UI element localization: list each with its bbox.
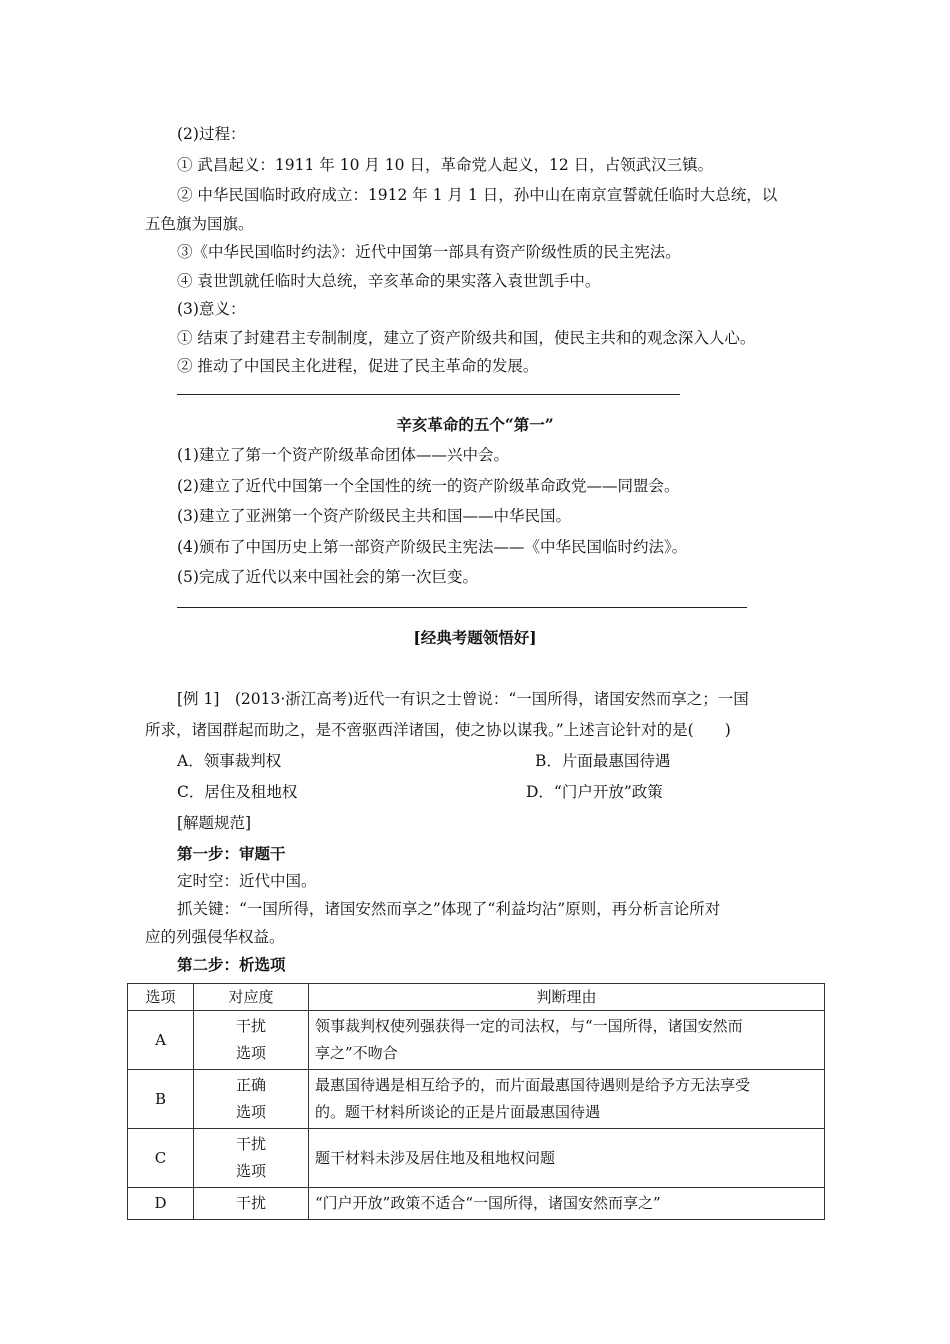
table-header-row bbox=[128, 984, 825, 1011]
five-firsts-item-4: (4)颁布了中国历史上第一部资产阶级民主宪法——《中华民国临时约法》。 bbox=[177, 538, 688, 556]
significance-item-1: ① 结束了封建君主专制制度，建立了资产阶级共和国，使民主共和的观念深入人心。 bbox=[177, 329, 756, 347]
table-row bbox=[128, 1129, 825, 1188]
process-item-1: ① 武昌起义：1911 年 10 月 10 日，革命党人起义，12 日，占领武汉三镇。 bbox=[177, 156, 714, 174]
step-1-key-line-2: 应的列强侵华权益。 bbox=[145, 928, 285, 946]
section-title: [经典考题领悟好] bbox=[413, 628, 537, 647]
row-reason: 最惠国待遇是相互给予的，而片面最惠国待遇则是给予方无法享受 的。题干材料所谈论的正是片面最惠国待遇 bbox=[309, 1070, 825, 1129]
solution-heading: [解题规范] bbox=[177, 814, 252, 832]
row-degree: 干扰 选项 bbox=[194, 1011, 309, 1070]
five-firsts-title: 辛亥革命的五个“第一” bbox=[396, 415, 554, 434]
divider-top bbox=[177, 394, 680, 395]
process-item-2-line-1: ② 中华民国临时政府成立：1912 年 1 月 1 日，孙中山在南京宣誓就任临时大总统，以 bbox=[177, 186, 778, 204]
five-firsts-item-1: (1)建立了第一个资产阶级革命团体——兴中会。 bbox=[177, 446, 509, 464]
step-1-time: 定时空：近代中国。 bbox=[177, 872, 317, 890]
row-option: D bbox=[128, 1188, 194, 1220]
significance-item-2: ② 推动了中国民主化进程，促进了民主革命的发展。 bbox=[177, 357, 539, 375]
table-row bbox=[128, 1011, 825, 1070]
row-reason: 题干材料未涉及居住地及租地权问题 bbox=[309, 1129, 825, 1188]
example-line-1: [例 1] (2013·浙江高考)近代一有识之士曾说：“一国所得，诸国安然而享之；一国 bbox=[177, 690, 749, 708]
step-1-title: 第一步：审题干 bbox=[177, 844, 286, 863]
header-option: 选项 bbox=[128, 984, 194, 1011]
process-item-4: ④ 袁世凯就任临时大总统，辛亥革命的果实落入袁世凯手中。 bbox=[177, 272, 601, 290]
example-line-2: 所求，诸国群起而助之，是不啻驱西洋诸国，使之协以谋我。”上述言论针对的是( ) bbox=[145, 721, 731, 739]
header-degree: 对应度 bbox=[194, 984, 309, 1011]
significance-heading: (3)意义： bbox=[177, 300, 246, 318]
table-row bbox=[128, 1070, 825, 1129]
analysis-table bbox=[127, 983, 825, 1220]
five-firsts-item-5: (5)完成了近代以来中国社会的第一次巨变。 bbox=[177, 568, 478, 586]
five-firsts-item-3: (3)建立了亚洲第一个资产阶级民主共和国——中华民国。 bbox=[177, 507, 571, 525]
divider-bottom bbox=[177, 607, 747, 608]
table-row bbox=[128, 1188, 825, 1220]
row-degree: 正确 选项 bbox=[194, 1070, 309, 1129]
option-d: D．“门户开放”政策 bbox=[526, 783, 663, 801]
header-reason: 判断理由 bbox=[309, 984, 825, 1011]
step-2-title: 第二步：析选项 bbox=[177, 955, 286, 974]
row-option: A bbox=[128, 1011, 194, 1070]
step-1-key-line-1: 抓关键：“一国所得，诸国安然而享之”体现了“利益均沾”原则，再分析言论所对 bbox=[177, 900, 721, 918]
option-b: B．片面最惠国待遇 bbox=[535, 752, 671, 770]
option-c: C．居住及租地权 bbox=[177, 783, 298, 801]
five-firsts-item-2: (2)建立了近代中国第一个全国性的统一的资产阶级革命政党——同盟会。 bbox=[177, 477, 680, 495]
row-reason: 领事裁判权使列强获得一定的司法权，与“一国所得，诸国安然而 享之”不吻合 bbox=[309, 1011, 825, 1070]
process-item-2-line-2: 五色旗为国旗。 bbox=[145, 215, 254, 233]
process-item-3: ③《中华民国临时约法》：近代中国第一部具有资产阶级性质的民主宪法。 bbox=[177, 243, 681, 261]
row-reason: “门户开放”政策不适合“一国所得，诸国安然而享之” bbox=[309, 1188, 825, 1220]
row-option: B bbox=[128, 1070, 194, 1129]
option-a: A．领事裁判权 bbox=[177, 752, 282, 770]
row-degree: 干扰 选项 bbox=[194, 1129, 309, 1188]
row-degree: 干扰 bbox=[194, 1188, 309, 1220]
process-heading: (2)过程： bbox=[177, 125, 246, 143]
row-option: C bbox=[128, 1129, 194, 1188]
